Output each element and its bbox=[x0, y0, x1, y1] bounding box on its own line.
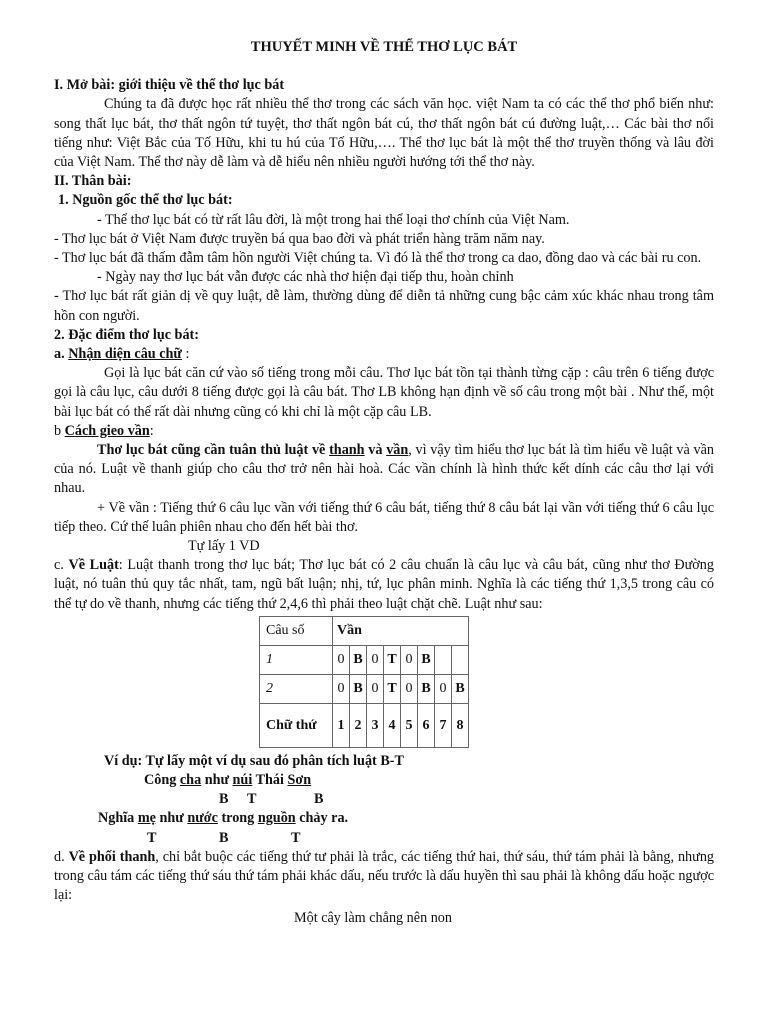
table-cell: 0 bbox=[333, 674, 350, 703]
table-cell: 0 bbox=[333, 645, 350, 674]
table-cell: 2 bbox=[350, 703, 367, 747]
table-header-cau-so: Câu số bbox=[260, 616, 333, 645]
section-b-rest: , vì vậy tìm hiểu thơ lục bát là tìm hiểu về luật và vần của nó. Luật về thanh giúp cho câu thơ trở nên hài hoà. Các vần chính là hình thức kết dính các câu thơ lại với nhau. bbox=[54, 442, 715, 497]
example-word: Thái bbox=[252, 772, 288, 789]
table-cell: T bbox=[384, 645, 401, 674]
section-b-rhyme-rule: + Về vần : Tiếng thứ 6 câu lục vần với tiếng thứ 6 câu bát, tiếng thứ 8 câu bát lại vần với tiếng thứ 6 câu lục tiếp theo. Cứ thế luân phiên nhau cho đến hết bài thơ. bbox=[54, 499, 714, 535]
tone-mark: B bbox=[314, 791, 324, 808]
heading-intro: I. Mở bài: giới thiệu về thể thơ lục bát bbox=[54, 77, 285, 94]
example-word: nước bbox=[187, 810, 218, 827]
section-c-paragraph bbox=[54, 556, 714, 614]
table-cell: 0 bbox=[401, 645, 418, 674]
table-row bbox=[260, 645, 469, 674]
section-b-example-note: Tự lấy 1 VD bbox=[188, 538, 260, 555]
origin-point-3: - Thơ lục bát đã thấm đẫm tâm hồn người Việt chúng ta. Vì đó là thể thơ trong ca dao, đồng dao và các bài ru con. bbox=[54, 250, 702, 267]
table-cell: B bbox=[350, 674, 367, 703]
example-label: Ví dụ: Tự lấy một ví dụ sau đó phân tích luật B-T bbox=[104, 752, 404, 769]
tone-mark: T bbox=[247, 791, 257, 808]
tone-mark: T bbox=[147, 829, 157, 846]
section-b-heading bbox=[54, 422, 714, 441]
table-cell: 2 bbox=[260, 674, 333, 703]
intro-paragraph: Chúng ta đã được học rất nhiều thể thơ trong các sách văn học. việt Nam ta có các thể thơ phổ biến như: song thất lục bát, thơ thất ngôn tứ tuyệt, thơ thất ngôn bát cú, thơ thất ngôn bát cú đường luật,… Các bài thơ nổi tiếng như: Việt Bắc của Tố Hữu, khi tu hú của Tố Hữu,…. Thể thơ lục bát là một thể thơ truyền thống và lâu đời của Việt Nam. Thể thơ này dễ làm và dễ hiểu nên nhiều người hướng tới thể thơ này. bbox=[54, 96, 714, 171]
table-header-row bbox=[260, 616, 469, 645]
table-cell bbox=[435, 645, 452, 674]
table-cell: 0 bbox=[367, 674, 384, 703]
example-word: núi bbox=[232, 772, 253, 789]
example-line-1 bbox=[54, 771, 714, 790]
heading-body: II. Thân bài: bbox=[54, 173, 132, 190]
origin-point-4: - Ngày nay thơ lục bát vẫn được các nhà thơ hiện đại tiếp thu, hoàn chỉnh bbox=[97, 269, 514, 286]
document-title: THUYẾT MINH VỀ THỂ THƠ LỤC BÁT bbox=[250, 39, 518, 55]
origin-point-2: - Thơ lục bát ở Việt Nam được truyền bá qua bao đời và phát triển hàng trăm năm nay. bbox=[54, 230, 545, 247]
example-word: như bbox=[201, 772, 233, 789]
table-cell: T bbox=[384, 674, 401, 703]
section-a-title: Nhận diện câu chữ bbox=[68, 346, 182, 363]
table-cell: 0 bbox=[401, 674, 418, 703]
section-c-text: : Luật thanh trong thơ lục bát; Thơ lục bát có 2 câu chuẩn là câu lục và câu bát, cũng như thơ Đường luật, nó tuân thủ quy tắc nhất, tam, ngũ bất luận; nhị, tứ, lục phân minh. Nghĩa là các tiếng thứ 1,3,5 trong câu có thể tự do về thanh, nhưng các tiếng thứ 2,4,6 thì phải theo luật chặt chẽ. Luật như sau: bbox=[54, 557, 714, 612]
origin-point-5: - Thơ lục bát rất giản dị về quy luật, dễ làm, thường dùng để diễn tả những cung bậc cảm xúc khác nhau trong tâm hồn con người. bbox=[54, 288, 714, 324]
table-cell: B bbox=[418, 674, 435, 703]
tone-rule-table bbox=[259, 616, 469, 748]
table-cell: B bbox=[418, 645, 435, 674]
section-d-text: , chỉ bắt buộc các tiếng thứ tư phải là trắc, các tiếng thứ hai, thứ sáu, thứ tám phải là bằng, nhưng trong câu tám các tiếng thứ sáu thứ tám phải khác dấu, nếu trước là dấu huyền thì sau phải là không dấu hoặc ngược lại: bbox=[54, 848, 715, 903]
table-header-van: Vần bbox=[333, 616, 469, 645]
section-b-paragraph bbox=[54, 441, 714, 499]
tone-mark: T bbox=[291, 829, 301, 846]
section-b-title: Cách gieo vần bbox=[64, 422, 150, 439]
section-b-bold: Thơ lục bát cũng cần tuân thủ luật về bbox=[97, 442, 330, 459]
example-word: Sơn bbox=[287, 772, 312, 789]
document-page bbox=[54, 38, 714, 928]
table-cell: 5 bbox=[401, 703, 418, 747]
verse-line: Một cây làm chẳng nên non bbox=[294, 910, 452, 927]
table-cell: 8 bbox=[452, 703, 469, 747]
section-b-thanh: thanh bbox=[329, 442, 365, 459]
table-cell: 1 bbox=[333, 703, 350, 747]
table-cell: 1 bbox=[260, 645, 333, 674]
table-row bbox=[260, 674, 469, 703]
section-b-prefix: b bbox=[54, 422, 65, 439]
section-d-title: Về phối thanh bbox=[68, 848, 156, 865]
example-word: trong bbox=[217, 810, 258, 827]
section-c-title: Về Luật bbox=[68, 557, 119, 574]
subheading-features: 2. Đặc điểm thơ lục bát: bbox=[54, 326, 199, 343]
tone-mark: B bbox=[219, 791, 229, 808]
table-row bbox=[260, 703, 469, 747]
origin-point-1: - Thể thơ lục bát có từ rất lâu đời, là một trong hai thể loại thơ chính của Việt Nam. bbox=[97, 211, 570, 228]
example-word: Nghĩa bbox=[98, 810, 138, 827]
example-word: nguồn bbox=[257, 810, 296, 827]
subheading-origin: 1. Nguồn gốc thể thơ lục bát: bbox=[58, 192, 233, 209]
section-a-suffix: : bbox=[181, 346, 190, 363]
table-cell: 4 bbox=[384, 703, 401, 747]
example-word: như bbox=[155, 810, 188, 827]
section-b-van: vần bbox=[386, 442, 409, 459]
example-word: chảy ra. bbox=[295, 810, 349, 827]
section-b-suffix: : bbox=[149, 422, 154, 439]
section-d-paragraph bbox=[54, 848, 714, 906]
table-cell bbox=[452, 645, 469, 674]
table-cell: Chữ thứ bbox=[260, 703, 333, 747]
example-word: mẹ bbox=[137, 810, 156, 827]
table-cell: 0 bbox=[367, 645, 384, 674]
example-word: cha bbox=[179, 772, 202, 789]
table-cell: 6 bbox=[418, 703, 435, 747]
table-cell: 7 bbox=[435, 703, 452, 747]
table-cell: B bbox=[350, 645, 367, 674]
example-line-2 bbox=[54, 809, 714, 828]
table-cell: 3 bbox=[367, 703, 384, 747]
section-a-heading bbox=[54, 345, 714, 364]
section-c-prefix: c. bbox=[54, 557, 69, 574]
example-tone-marks-2 bbox=[54, 829, 714, 848]
table-cell: B bbox=[452, 674, 469, 703]
section-d-prefix: d. bbox=[54, 848, 69, 865]
section-a-prefix: a. bbox=[54, 346, 69, 363]
section-b-va: và bbox=[364, 442, 387, 459]
section-a-paragraph: Gọi là lục bát căn cứ vào số tiếng trong mỗi câu. Thơ lục bát tồn tại thành từng cặp : câu trên 6 tiếng được gọi là câu lục, câu dưới 8 tiếng được gọi là câu bát. Thơ LB không hạn định về số câu trong một bài . Như thế, một bài lục bát có thể rất dài nhưng cũng có khi chỉ là một cặp câu LB. bbox=[54, 365, 714, 420]
example-tone-marks-1 bbox=[54, 790, 714, 809]
tone-mark: B bbox=[219, 829, 229, 846]
example-word: Công bbox=[144, 772, 180, 789]
table-cell: 0 bbox=[435, 674, 452, 703]
